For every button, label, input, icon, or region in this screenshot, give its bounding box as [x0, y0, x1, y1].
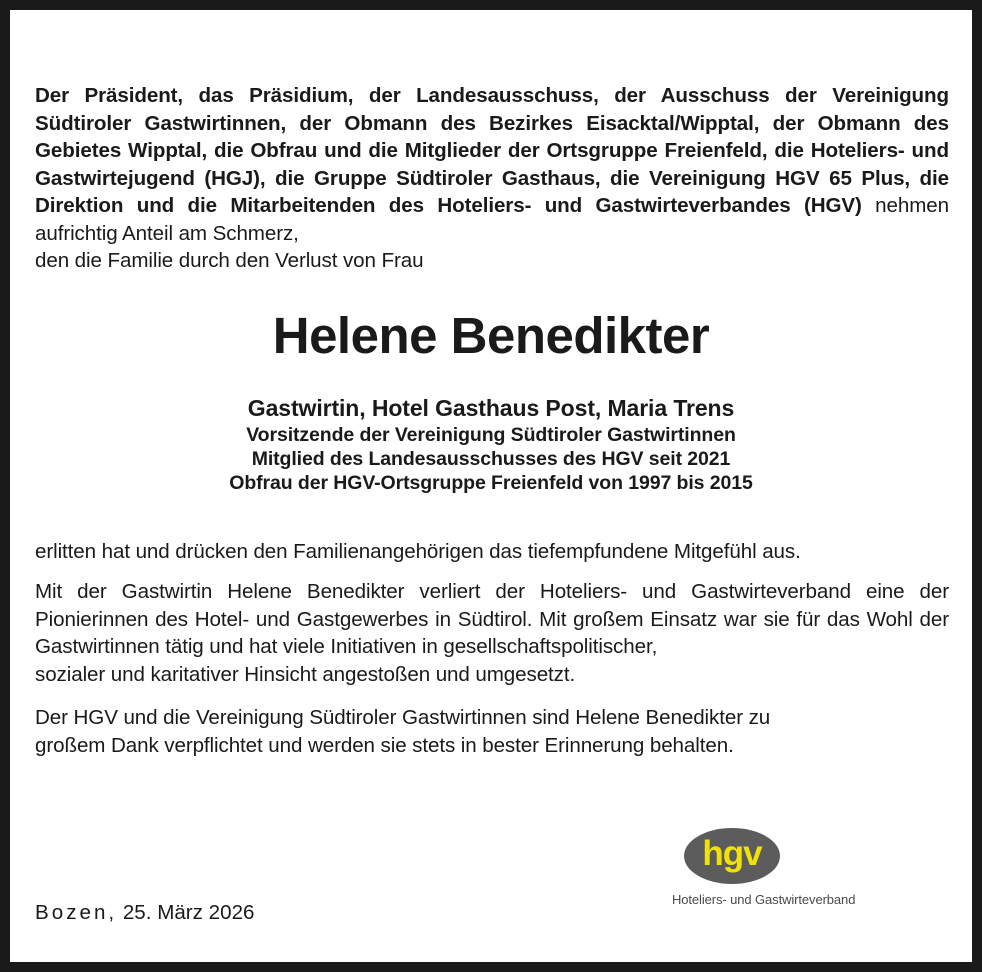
- intro-mourners: Der Präsident, das Präsidium, der Landesausschuss, der Ausschuss der Vereinigung Südtiroler Gastwirtinnen, der Obmann des Bezirkes Eisacktal/Wipptal, der Obmann des Gebietes Wipptal, die Obfrau und die Mitglieder der Ortsgruppe Freienfeld, die Hoteliers- und Gastwirtejugend (HGJ), die Gruppe Südtiroler Gasthaus, die Vereinigung HGV 65 Plus, die Direktion und die Mitarbeitenden des Hoteliers- und Gastwirteverbandes (HGV): [35, 84, 949, 217]
- thanks-last-line: großem Dank verpflichtet und werden sie stets in bester Erinnerung behalten.: [35, 733, 734, 757]
- tribute-text: Mit der Gastwirtin Helene Benedikter verliert der Hoteliers- und Gastwirteverband eine der Pionierinnen des Hotel- und Gastgewerbes in Südtirol. Mit großem Einsatz war sie für das Wohl der Gastwirtinnen tätig und hat viele Initiativen in gesellschaftspolitischer,: [35, 580, 949, 658]
- role-line: Mitglied des Landesausschusses des HGV seit 2021: [251, 448, 731, 470]
- intro-paragraph: [35, 82, 949, 275]
- thanks-text: Der HGV und die Vereinigung Südtiroler Gastwirtinnen sind Helene Benedikter zu: [35, 706, 771, 729]
- tribute-last-line: sozialer und karitativer Hinsicht angestoßen und umgesetzt.: [35, 662, 576, 686]
- deceased-roles: [10, 393, 972, 495]
- deceased-name: Helene Benedikter: [272, 307, 710, 364]
- place-and-date: [35, 898, 255, 928]
- logo-letters: hgv: [702, 834, 762, 873]
- condolence-paragraph: [35, 538, 949, 566]
- hgv-logo: [672, 828, 912, 918]
- thanks-paragraph: [35, 704, 949, 759]
- role-line: Obfrau der HGV-Ortsgruppe Freienfeld von 1997 bis 2015: [229, 472, 753, 494]
- date: 25. März 2026: [117, 901, 255, 924]
- logo-tagline: Hoteliers- und Gastwirteverband: [672, 892, 856, 907]
- intro-last-line: den die Familie durch den Verlust von Frau: [35, 249, 424, 272]
- condolence-text: erlitten hat und drücken den Familienangehörigen das tiefempfundene Mitgefühl aus.: [35, 540, 801, 563]
- role-line: Vorsitzende der Vereinigung Südtiroler Gastwirtinnen: [246, 424, 736, 446]
- role-main: Gastwirtin, Hotel Gasthaus Post, Maria Trens: [247, 395, 735, 421]
- place: Bozen,: [35, 901, 118, 924]
- intro-sympathy: nehmen aufrichtig Anteil am Schmerz,: [35, 194, 949, 245]
- tribute-paragraph: [35, 578, 949, 688]
